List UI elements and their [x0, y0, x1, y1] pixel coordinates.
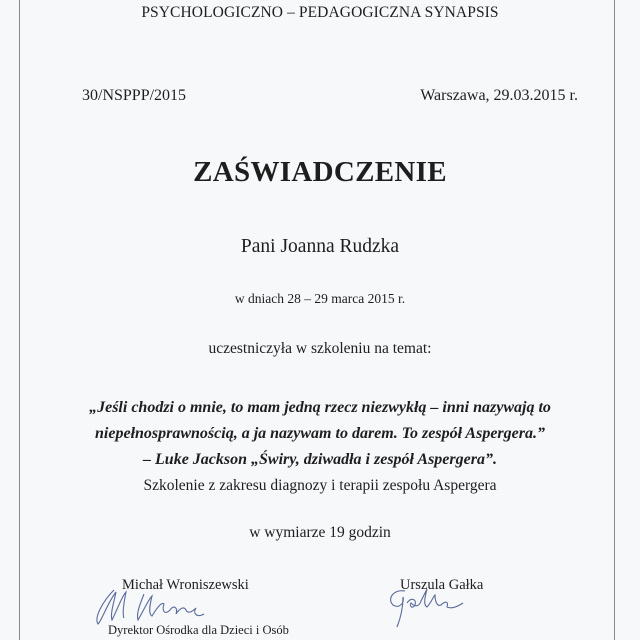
quote-attribution: – Luke Jackson „Świry, dziwadła i zespół Aspergera”. — [143, 451, 497, 468]
participation-text: uczestniczyła w szkoleniu na temat: — [208, 340, 432, 357]
training-subject: Szkolenie z zakresu diagnozy i terapii zespołu Aspergera — [143, 477, 497, 494]
recipient-name: Pani Joanna Rudzka — [240, 236, 400, 257]
quote-line: niepełnosprawnością, a ja nazywam to darem. To zespół Aspergera.” — [95, 425, 545, 442]
quote-line: „Jeśli chodzi o mnie, to mam jedną rzecz niezwykłą – inni nazywają to — [89, 399, 551, 416]
place-and-date: Warszawa, 29.03.2015 r. — [420, 87, 578, 104]
organization-header: PSYCHOLOGICZNO – PEDAGOGICZNA SYNAPSIS — [141, 4, 499, 21]
scan-edge-line-right — [614, 0, 615, 640]
signatory-role-left: Dyrektor Ośrodka dla Dzieci i Osób — [108, 623, 289, 637]
scan-edge-line-left — [19, 0, 20, 640]
training-dates: w dniach 28 – 29 marca 2015 r. — [234, 291, 406, 306]
reference-number: 30/NSPPP/2015 — [82, 87, 187, 104]
signatory-name-left: Michał Wroniszewski — [122, 577, 249, 593]
certificate-title: ZAŚWIADCZENIE — [193, 156, 447, 188]
handwritten-signature-right-icon — [385, 585, 465, 630]
signatory-name-right: Urszula Gałka — [400, 577, 484, 593]
training-hours: w wymiarze 19 godzin — [249, 524, 391, 541]
handwritten-signature-left-icon — [92, 588, 212, 628]
